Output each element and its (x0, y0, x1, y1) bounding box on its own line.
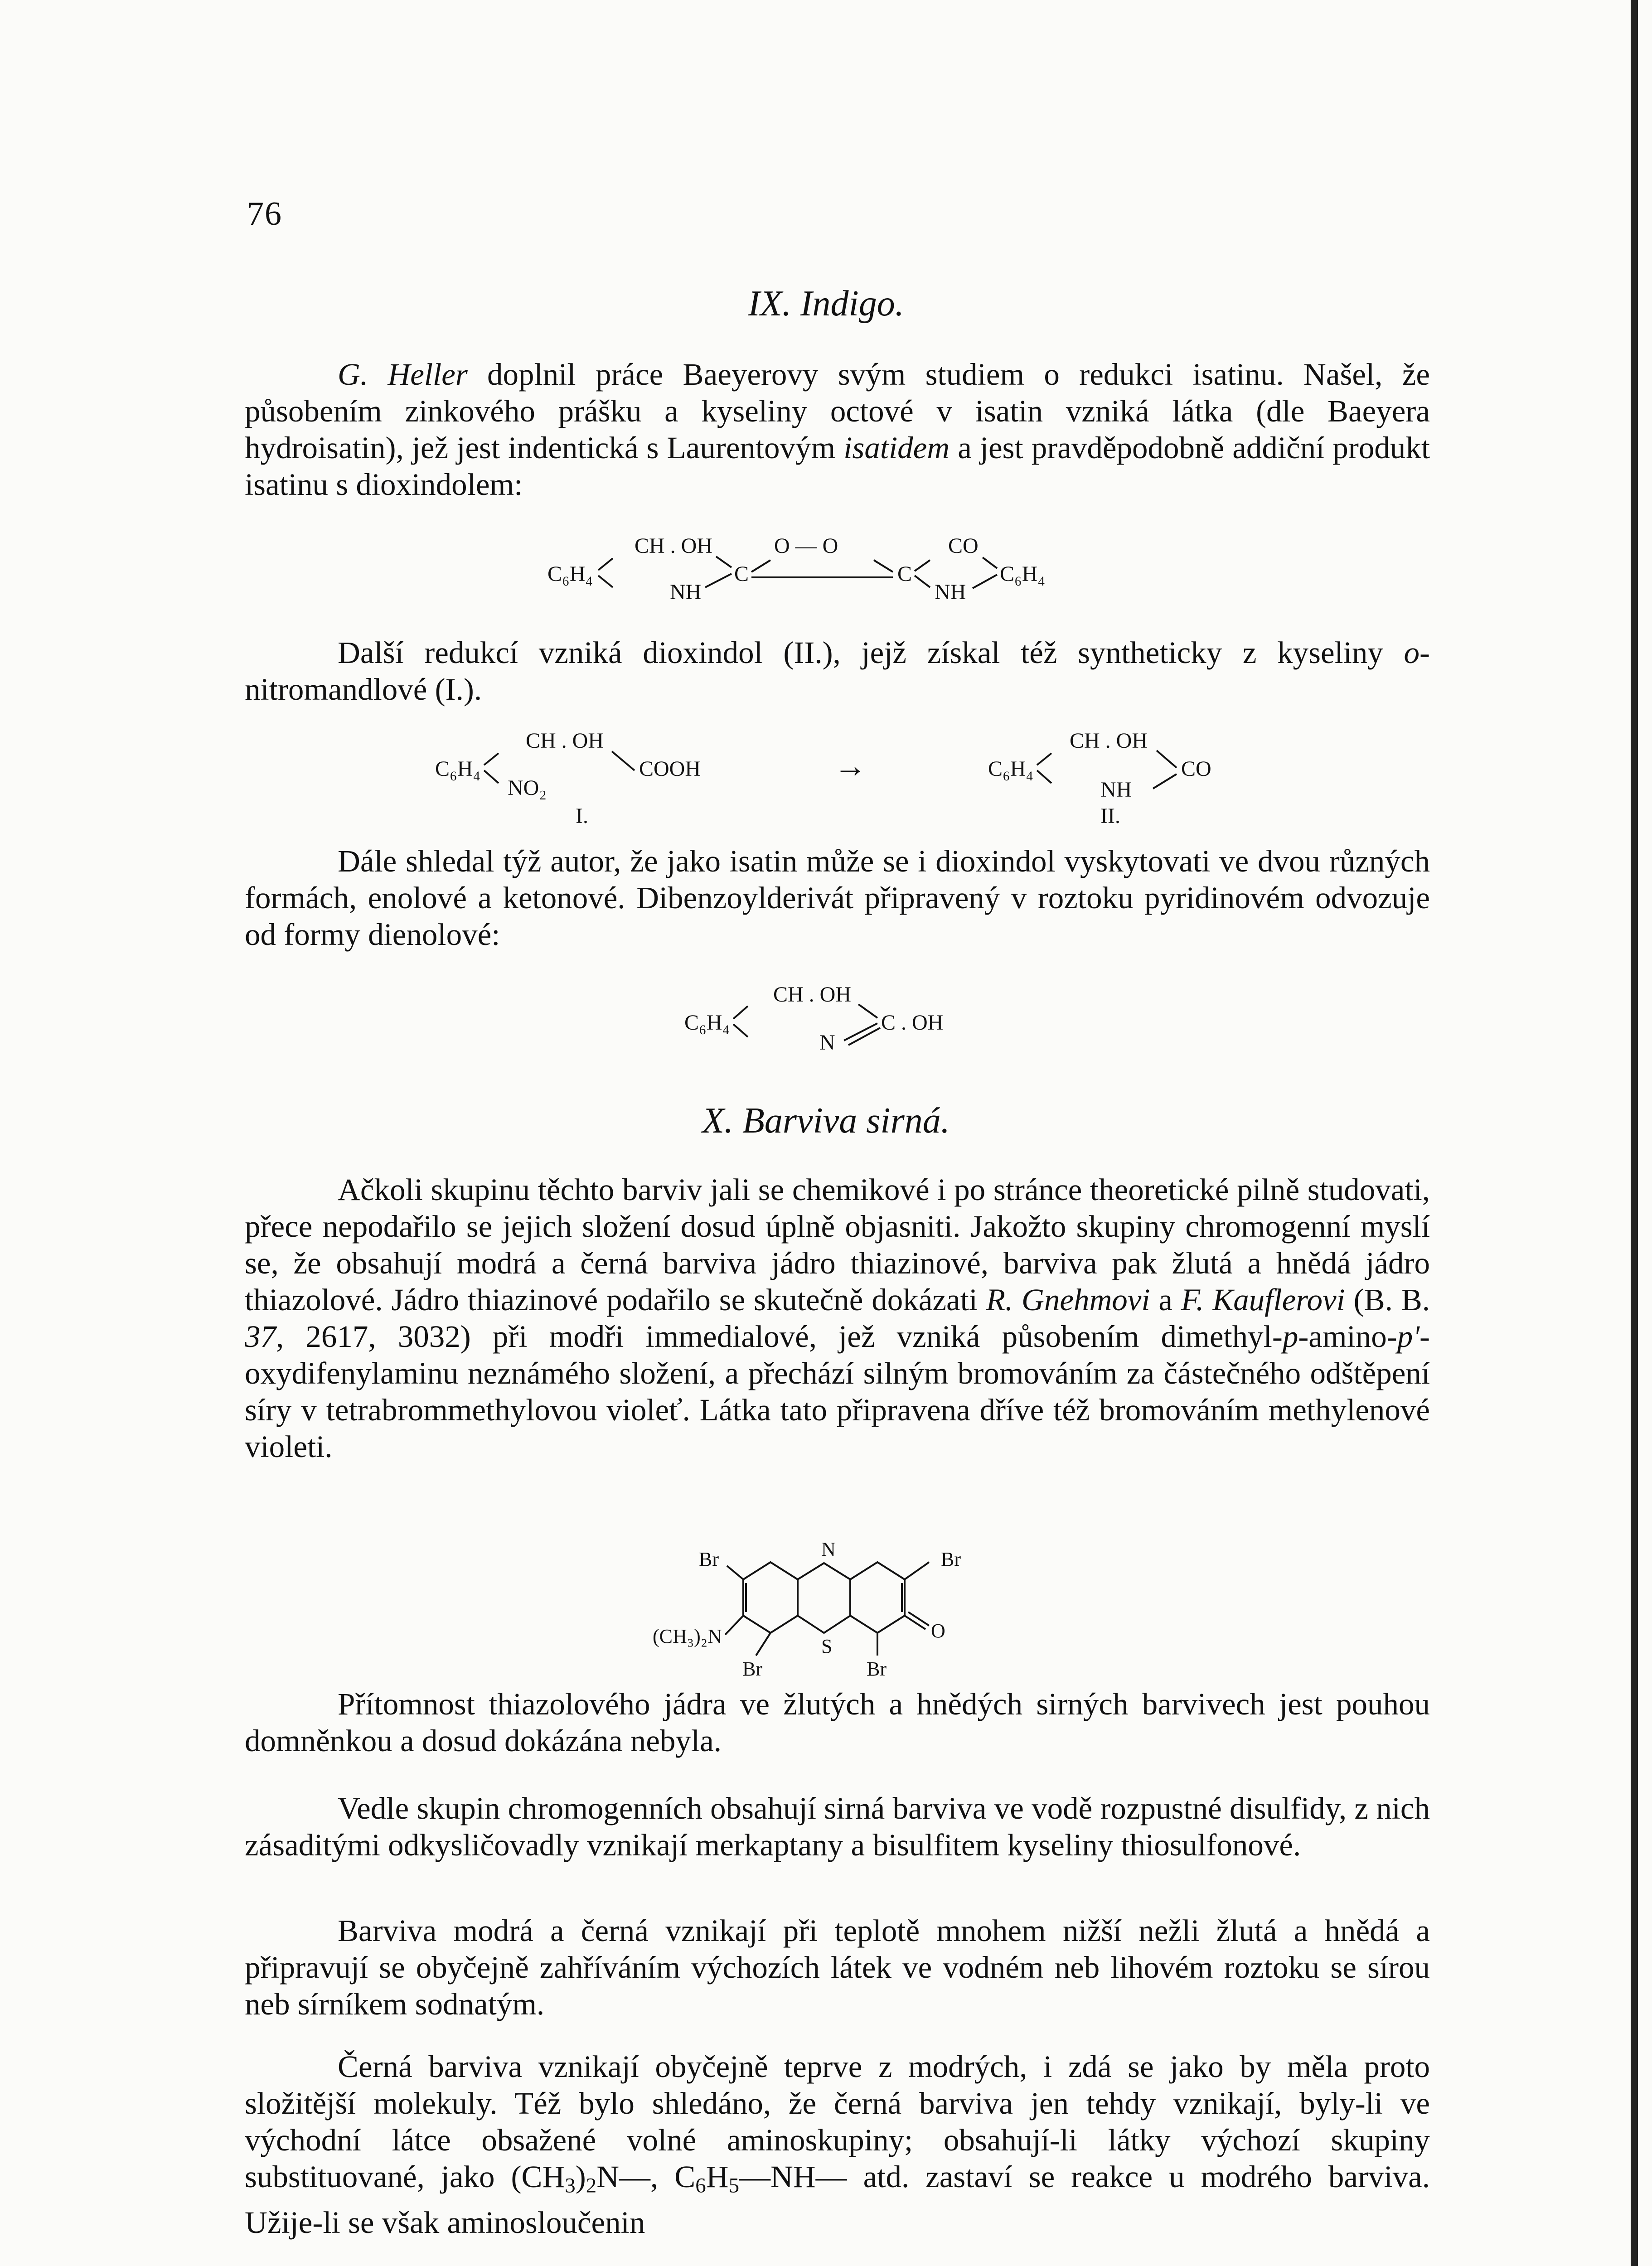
formula-text: NH (935, 580, 966, 604)
formula-text: S (821, 1635, 833, 1657)
text-run: -oxydifenylaminu neznámého složení, a přechází silným bromováním za částečného odštěpení síry v tetrabrommethylovou violeť. Látka tato připravena dříve též bromováním methylenové violeti. (245, 1319, 1430, 1464)
text-run: N—, C (596, 2159, 696, 2194)
subscript: 5 (728, 2174, 740, 2198)
formula-text: C₆H₄ (684, 1011, 730, 1035)
author-kaufler: F. Kauflerovi (1181, 1283, 1345, 1317)
formula-text: Br (699, 1548, 719, 1570)
section-heading-sulfur-dyes: X. Barviva sirná. (702, 1101, 950, 1141)
subscript: 3 (565, 2174, 576, 2198)
paragraph-black-dyes (245, 2048, 1430, 2241)
text-run: Černá barviva vznikají obyčejně teprve z modrých, i zdá se jako by měla proto složitější molekuly. Též bylo shledáno, že černá barviva jen tehdy vznikají, byly-li ve východní látce obsažené volné aminoskupiny; obsahují-li látky výchozí skupiny substituované, jako (CH (245, 2049, 1430, 2194)
formula-text: Br (742, 1658, 762, 1680)
formula-text: Br (941, 1548, 961, 1570)
paragraph-temperature (245, 1913, 1430, 2023)
text-run: —NH— atd. zastaví se reakce u modrého barviva. Užije-li se však aminosloučenin (245, 2159, 1430, 2240)
volume-number: 37 (245, 1319, 276, 1354)
formula-text: CO (948, 534, 979, 558)
formula-text: CH . OH (526, 729, 604, 753)
formula-text: O (931, 1620, 945, 1642)
formula-text: C . OH (881, 1011, 944, 1035)
formula-text: Br (867, 1658, 887, 1680)
formula-text: CH . OH (635, 534, 713, 558)
text-run: ) (575, 2159, 586, 2194)
formula-dienol-form (675, 979, 1038, 1070)
formula-text: COOH (639, 757, 701, 781)
formula-text: CO (1181, 757, 1211, 781)
ortho-prefix: o (1404, 635, 1420, 670)
text-run: doplnil práce Baeyerovy svým studiem o redukci isatinu. Našel, že působením zinkového prášku a kyseliny octové v isatin vzniká látka (dle Baeyera hydroisatin), jež jest indentická s Laurentovým (245, 357, 1430, 465)
right-ring (850, 1562, 905, 1633)
formula-thiazine-structure (635, 1534, 1024, 1684)
text-run: Ačkoli skupinu těchto barviv jali se chemikové i po stránce theoretické pilně studovati, přece nepodařilo se jejich složení dosud úplně objasniti. Jakožto skupiny chromogenní myslí se, že obsahují modrá a černá barviva jádro thiazinové, barviva pak žlutá a hnědá jádro thiazolové. Jádro thiazinové podařilo se skutečně dokázati (245, 1172, 1430, 1317)
subscript: 6 (695, 2174, 706, 2198)
formula-text: C₆H₄ (988, 757, 1034, 781)
text-run: (B. B. (1345, 1283, 1430, 1317)
subscript: 2 (586, 2174, 597, 2198)
formula-text: C (897, 562, 912, 586)
formula-text: CH . OH (773, 983, 852, 1007)
para-prefix: p (1282, 1319, 1298, 1354)
paragraph-text: Přítomnost thiazolového jádra ve žlutých a hnědých sirných barvivech jest pouhou domněnkou a dosud dokázána nebyla. (245, 1687, 1430, 1758)
formula-text: NO₂ (508, 776, 547, 800)
paragraph-sulfur-dyes (245, 1172, 1430, 1465)
formula-text: (CH₃)₂N (653, 1625, 722, 1647)
label-I: I. (576, 804, 588, 828)
paragraph-text: Vedle skupin chromogenních obsahují sirná barviva ve vodě rozpustné disulfidy, z nich zásaditými odkysličovadly vznikají merkaptany a bisulfitem kyseliny thiosulfonové. (245, 1791, 1430, 1862)
text-run: -nitromandlové (I.). (245, 635, 1430, 707)
formula-text: C₆H₄ (435, 757, 481, 781)
text-run: -amino- (1298, 1319, 1397, 1354)
left-ring (743, 1562, 798, 1633)
formula-text: N (821, 1538, 836, 1560)
author-name: G. Heller (338, 357, 468, 392)
section-heading-indigo: IX. Indigo. (748, 284, 904, 324)
formula-text: NH (1100, 778, 1132, 802)
reaction-arrow: → (834, 748, 867, 784)
formula-text: O — O (774, 534, 838, 558)
paragraph-disulfides (245, 1790, 1430, 1864)
paragraph-heller (245, 356, 1430, 503)
text-run: H (706, 2159, 729, 2194)
formula-nitromandelic-to-dioxindol (426, 721, 1287, 829)
para-prefix: p' (1397, 1319, 1420, 1354)
text-run: , 2617, 3032) při modři immedialové, jež vzniká působením dimethyl- (276, 1319, 1283, 1354)
paragraph-text: Barviva modrá a černá vznikají při teplotě mnohem nižší nežli žlutá a hnědá a připravují se obyčejně zahříváním výchozích látek ve vodném neb lihovém roztoku se sírou neb sírníkem sodnatým. (245, 1913, 1430, 2021)
formula-text: N (819, 1031, 835, 1055)
label-II: II. (1100, 804, 1120, 828)
center-ring (798, 1563, 850, 1633)
formula-text: CH . OH (1070, 729, 1148, 753)
formula-text: C₆H₄ (1000, 562, 1046, 586)
formula-text: C (734, 562, 749, 586)
formula-hydroisatin (535, 530, 1169, 621)
text-run: a (1150, 1283, 1181, 1317)
paragraph-text: Dále shledal týž autor, že jako isatin může se i dioxindol vyskytovati ve dvou různých formách, enolové a ketonové. Dibenzoylderivát připravený v roztoku pyridinovém odvozuje od formy dienolové: (245, 844, 1430, 952)
formula-text: C₆H₄ (547, 562, 593, 586)
page-number: 76 (247, 195, 282, 232)
formula-text: NH (670, 580, 702, 604)
paragraph-enol-keto (245, 843, 1430, 953)
paragraph-thiazole (245, 1686, 1430, 1759)
text-run: a jest pravděpodobně addiční produkt isatinu s dioxindolem: (245, 431, 1430, 502)
text-run: Další redukcí vzniká dioxindol (II.), jejž získal též syntheticky z kyseliny (338, 635, 1404, 670)
author-gnehm: R. Gnehmovi (986, 1283, 1150, 1317)
term-isatid: isatidem (843, 431, 950, 465)
paragraph-dioxindol (245, 634, 1430, 708)
